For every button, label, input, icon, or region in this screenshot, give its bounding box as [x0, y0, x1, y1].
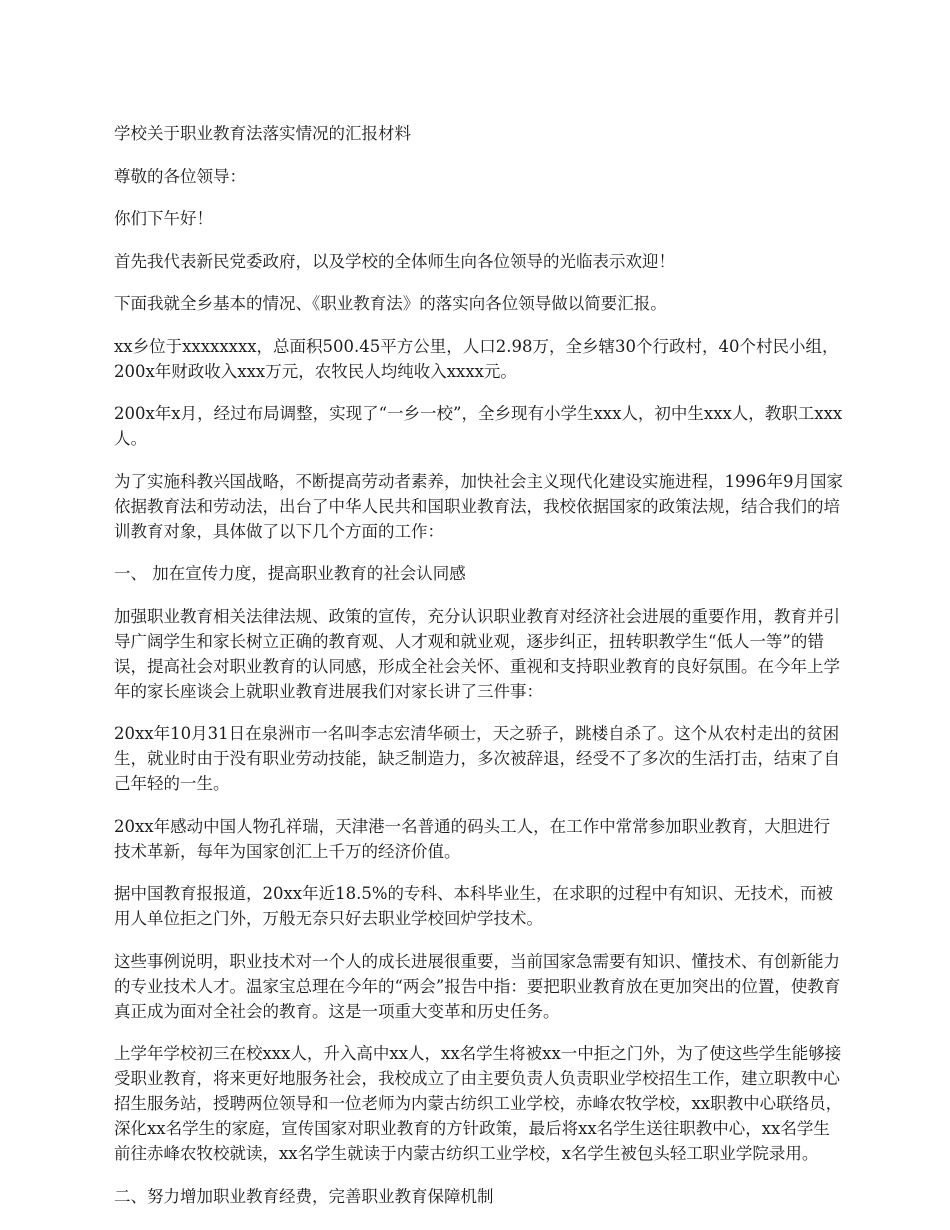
school-overview-paragraph: 200x年x月，经过布局调整，实现了“一乡一校”，全乡现有小学生xxx人，初中生xxx人，教职工xxx人。 — [114, 404, 843, 448]
document-body — [114, 121, 844, 1226]
case-paragraph-3: 据中国教育报报道，20xx年近18.5%的专科、本科毕业生，在求职的过程中有知识、无技术，而被用人单位拒之门外，万般无奈只好去职业学校回炉学技术。 — [114, 884, 834, 928]
township-overview-paragraph: xx乡位于xxxxxxxx，总面积500.45平方公里，人口2.98万，全乡辖30个行政村，40个村民小组，200x年财政收入xxx万元，农牧民人均纯收入xxxx元。 — [114, 336, 839, 381]
enrollment-paragraph: 上学年学校初三在校xxx人，升入高中xx人，xx名学生将被xx一中拒之门外，为了使这些学生能够接受职业教育，将来更好地服务社会，我校成立了由主要负责人负责职业学校招生工作，建立职教中心招生服务站，授聘两位领导和一位老师为内蒙古纺织工业学校，赤峰农牧学校，xx职教中心联络员，深化xx名学生的家庭，宣传国家对职业教育的方针政策，最后将xx名学生送往职教中心，xx名学生前往赤峰农牧校就读，xx名学生就读于内蒙古纺织工业学校，x名学生被包头轻工职业学院录用。 — [114, 1044, 843, 1163]
greeting: 你们下午好！ — [114, 209, 213, 228]
publicity-paragraph: 加强职业教育相关法律法规、政策的宣传，充分认识职业教育对经济社会进展的重要作用，教育并引导广阔学生和家长树立正确的教育观、人才观和就业观，逐步纠正，扭转职教学生“低人一等”的错误，提高社会对职业教育的认同感，形成全社会关怀、重视和支持职业教育的良好氛围。在今年上学年的家长座谈会上就职业教育进展我们对家长讲了三件事： — [114, 606, 840, 701]
document-title: 学校关于职业教育法落实情况的汇报材料 — [114, 124, 411, 143]
section-heading-1: 一、 加在宣传力度，提高职业教育的社会认同感 — [114, 564, 466, 583]
intro-paragraph: 下面我就全乡基本的情况、《职业教育法》的落实向各位领导做以简要汇报。 — [114, 294, 667, 313]
background-paragraph: 为了实施科教兴国战略，不断提高劳动者素养，加快社会主义现代化建设实施进程，1996年9月国家依据教育法和劳动法，出台了中华人民共和国职业教育法，我校依据国家的政策法规，结合我们的培训教育对象，具体做了以下几个方面的工作： — [114, 471, 843, 541]
section-heading-2: 二、努力增加职业教育经费，完善职业教育保障机制 — [114, 1186, 494, 1206]
summary-paragraph: 这些事例说明，职业技术对一个人的成长进展很重要，当前国家急需要有知识、懂技术、有创新能力的专业技术人才。温家宝总理在今年的“两会”报告中指：要把职业教育放在更加突出的位置，使教育真正成为面对全社会的教育。这是一项重大变革和历史任务。 — [114, 951, 841, 1021]
case-paragraph-1: 20xx年10月31日在泉洲市一名叫李志宏清华硕士，天之骄子，跳楼自杀了。这个从农村走出的贫困生，就业时由于没有职业劳动技能，缺乏制造力，多次被辞退，经受不了多次的生活打击，结束了自己年轻的一生。 — [114, 724, 840, 793]
salutation: 尊敬的各位领导： — [114, 166, 246, 186]
case-paragraph-2: 20xx年感动中国人物孔祥瑞，天津港一名普通的码头工人，在工作中常常参加职业教育，大胆进行技术革新，每年为国家创汇上千万的经济价值。 — [114, 816, 831, 861]
welcome-paragraph: 首先我代表新民党委政府，以及学校的全体师生向各位领导的光临表示欢迎！ — [114, 251, 675, 271]
